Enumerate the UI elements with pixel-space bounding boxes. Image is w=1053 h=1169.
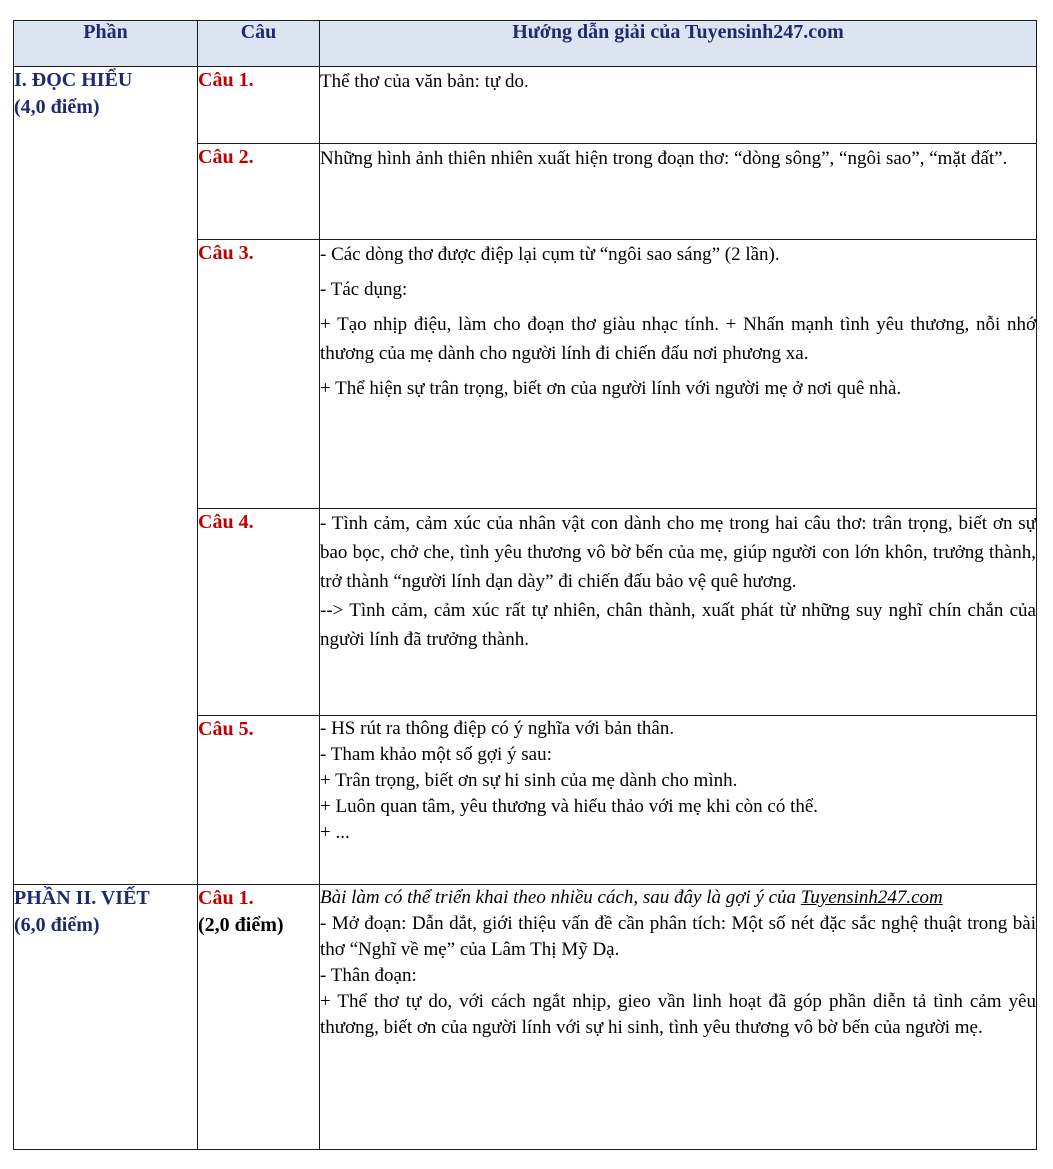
guide-intro — [320, 885, 1036, 911]
question-cell — [198, 885, 320, 1150]
header-question: Câu — [198, 21, 320, 67]
guide-line: Những hình ảnh thiên nhiên xuất hiện trong đoạn thơ: “dòng sông”, “ngôi sao”, “mặt đất”. — [320, 148, 1008, 169]
question-cell — [198, 67, 320, 144]
question-cell — [198, 716, 320, 885]
guide-line: - Thân đoạn: — [320, 965, 417, 986]
question-label: Câu 4. — [198, 511, 254, 533]
question-label: Câu 1. — [198, 69, 254, 91]
guide-intro-link[interactable]: Tuyensinh247.com — [800, 887, 943, 908]
guide-cell — [320, 144, 1037, 240]
section-writing-cell — [14, 885, 198, 1150]
question-points: (2,0 điểm) — [198, 914, 284, 936]
guide-line: --> Tình cảm, cảm xúc rất tự nhiên, chân thành, xuất phát từ những suy nghĩ chín chắn của người lính đã trưởng thành. — [320, 600, 1036, 650]
guide-cell — [320, 240, 1037, 509]
question-cell — [198, 240, 320, 509]
guide-line: + Thể thơ tự do, với cách ngắt nhịp, gieo vần linh hoạt đã góp phần diễn tả tình cảm yêu thương, biết ơn của người lính với sự hi sinh, tình yêu thương vô bờ bến của người mẹ. — [320, 991, 1036, 1038]
guide-cell — [320, 885, 1037, 1150]
guide-line: + ... — [320, 822, 350, 843]
question-label: Câu 3. — [198, 242, 254, 264]
section-reading-cell — [14, 67, 198, 885]
question-label: Câu 5. — [198, 718, 254, 740]
header-guide: Hướng dẫn giải của Tuyensinh247.com — [320, 21, 1037, 67]
section-points: (4,0 điểm) — [14, 96, 100, 118]
guide-line: + Tạo nhịp điệu, làm cho đoạn thơ giàu nhạc tính. + Nhấn mạnh tình yêu thương, nỗi nhớ thương của mẹ dành cho người lính đi chiến đấu nơi phương xa. — [320, 314, 1036, 364]
header-part: Phần — [14, 21, 198, 67]
question-cell — [198, 509, 320, 716]
section-title: I. ĐỌC HIỂU — [14, 69, 133, 91]
table-row — [14, 67, 1037, 144]
guide-line: - Mở đoạn: Dẫn dắt, giới thiệu vấn đề cần phân tích: Một số nét đặc sắc nghệ thuật trong bài thơ “Nghĩ về mẹ” của Lâm Thị Mỹ Dạ. — [320, 913, 1036, 960]
guide-intro-text: Bài làm có thể triển khai theo nhiều cách, sau đây là gợi ý của — [320, 887, 797, 908]
guide-line: - HS rút ra thông điệp có ý nghĩa với bản thân. — [320, 718, 675, 739]
table-row — [14, 885, 1037, 1150]
guide-line: + Trân trọng, biết ơn sự hi sinh của mẹ dành cho mình. — [320, 770, 738, 791]
guide-line: - Tác dụng: — [320, 279, 408, 300]
guide-line: - Tình cảm, cảm xúc của nhân vật con dành cho mẹ trong hai câu thơ: trân trọng, biết ơn sự bao bọc, chở che, tình yêu thương vô bờ bến của mẹ, giúp người con lớn khôn, trưởng thành, trở thành “người lính dạn dày” đi chiến đấu bảo vệ quê hương. — [320, 513, 1036, 592]
guide-cell — [320, 716, 1037, 885]
guide-line: - Tham khảo một số gợi ý sau: — [320, 744, 552, 765]
question-label: Câu 1. — [198, 887, 254, 909]
guide-cell — [320, 509, 1037, 716]
question-cell — [198, 144, 320, 240]
guide-line: + Luôn quan tâm, yêu thương và hiếu thảo với mẹ khi còn có thể. — [320, 796, 819, 817]
question-label: Câu 2. — [198, 146, 254, 168]
guide-line: - Các dòng thơ được điệp lại cụm từ “ngôi sao sáng” (2 lần). — [320, 244, 780, 265]
section-title: PHẦN II. VIẾT — [14, 887, 150, 909]
header-row — [14, 21, 1037, 67]
guide-line: + Thể hiện sự trân trọng, biết ơn của người lính với người mẹ ở nơi quê nhà. — [320, 378, 902, 399]
answer-guide-table — [13, 20, 1037, 1150]
guide-line: Thể thơ của văn bản: tự do. — [320, 71, 529, 92]
section-points: (6,0 điểm) — [14, 914, 100, 936]
guide-cell — [320, 67, 1037, 144]
